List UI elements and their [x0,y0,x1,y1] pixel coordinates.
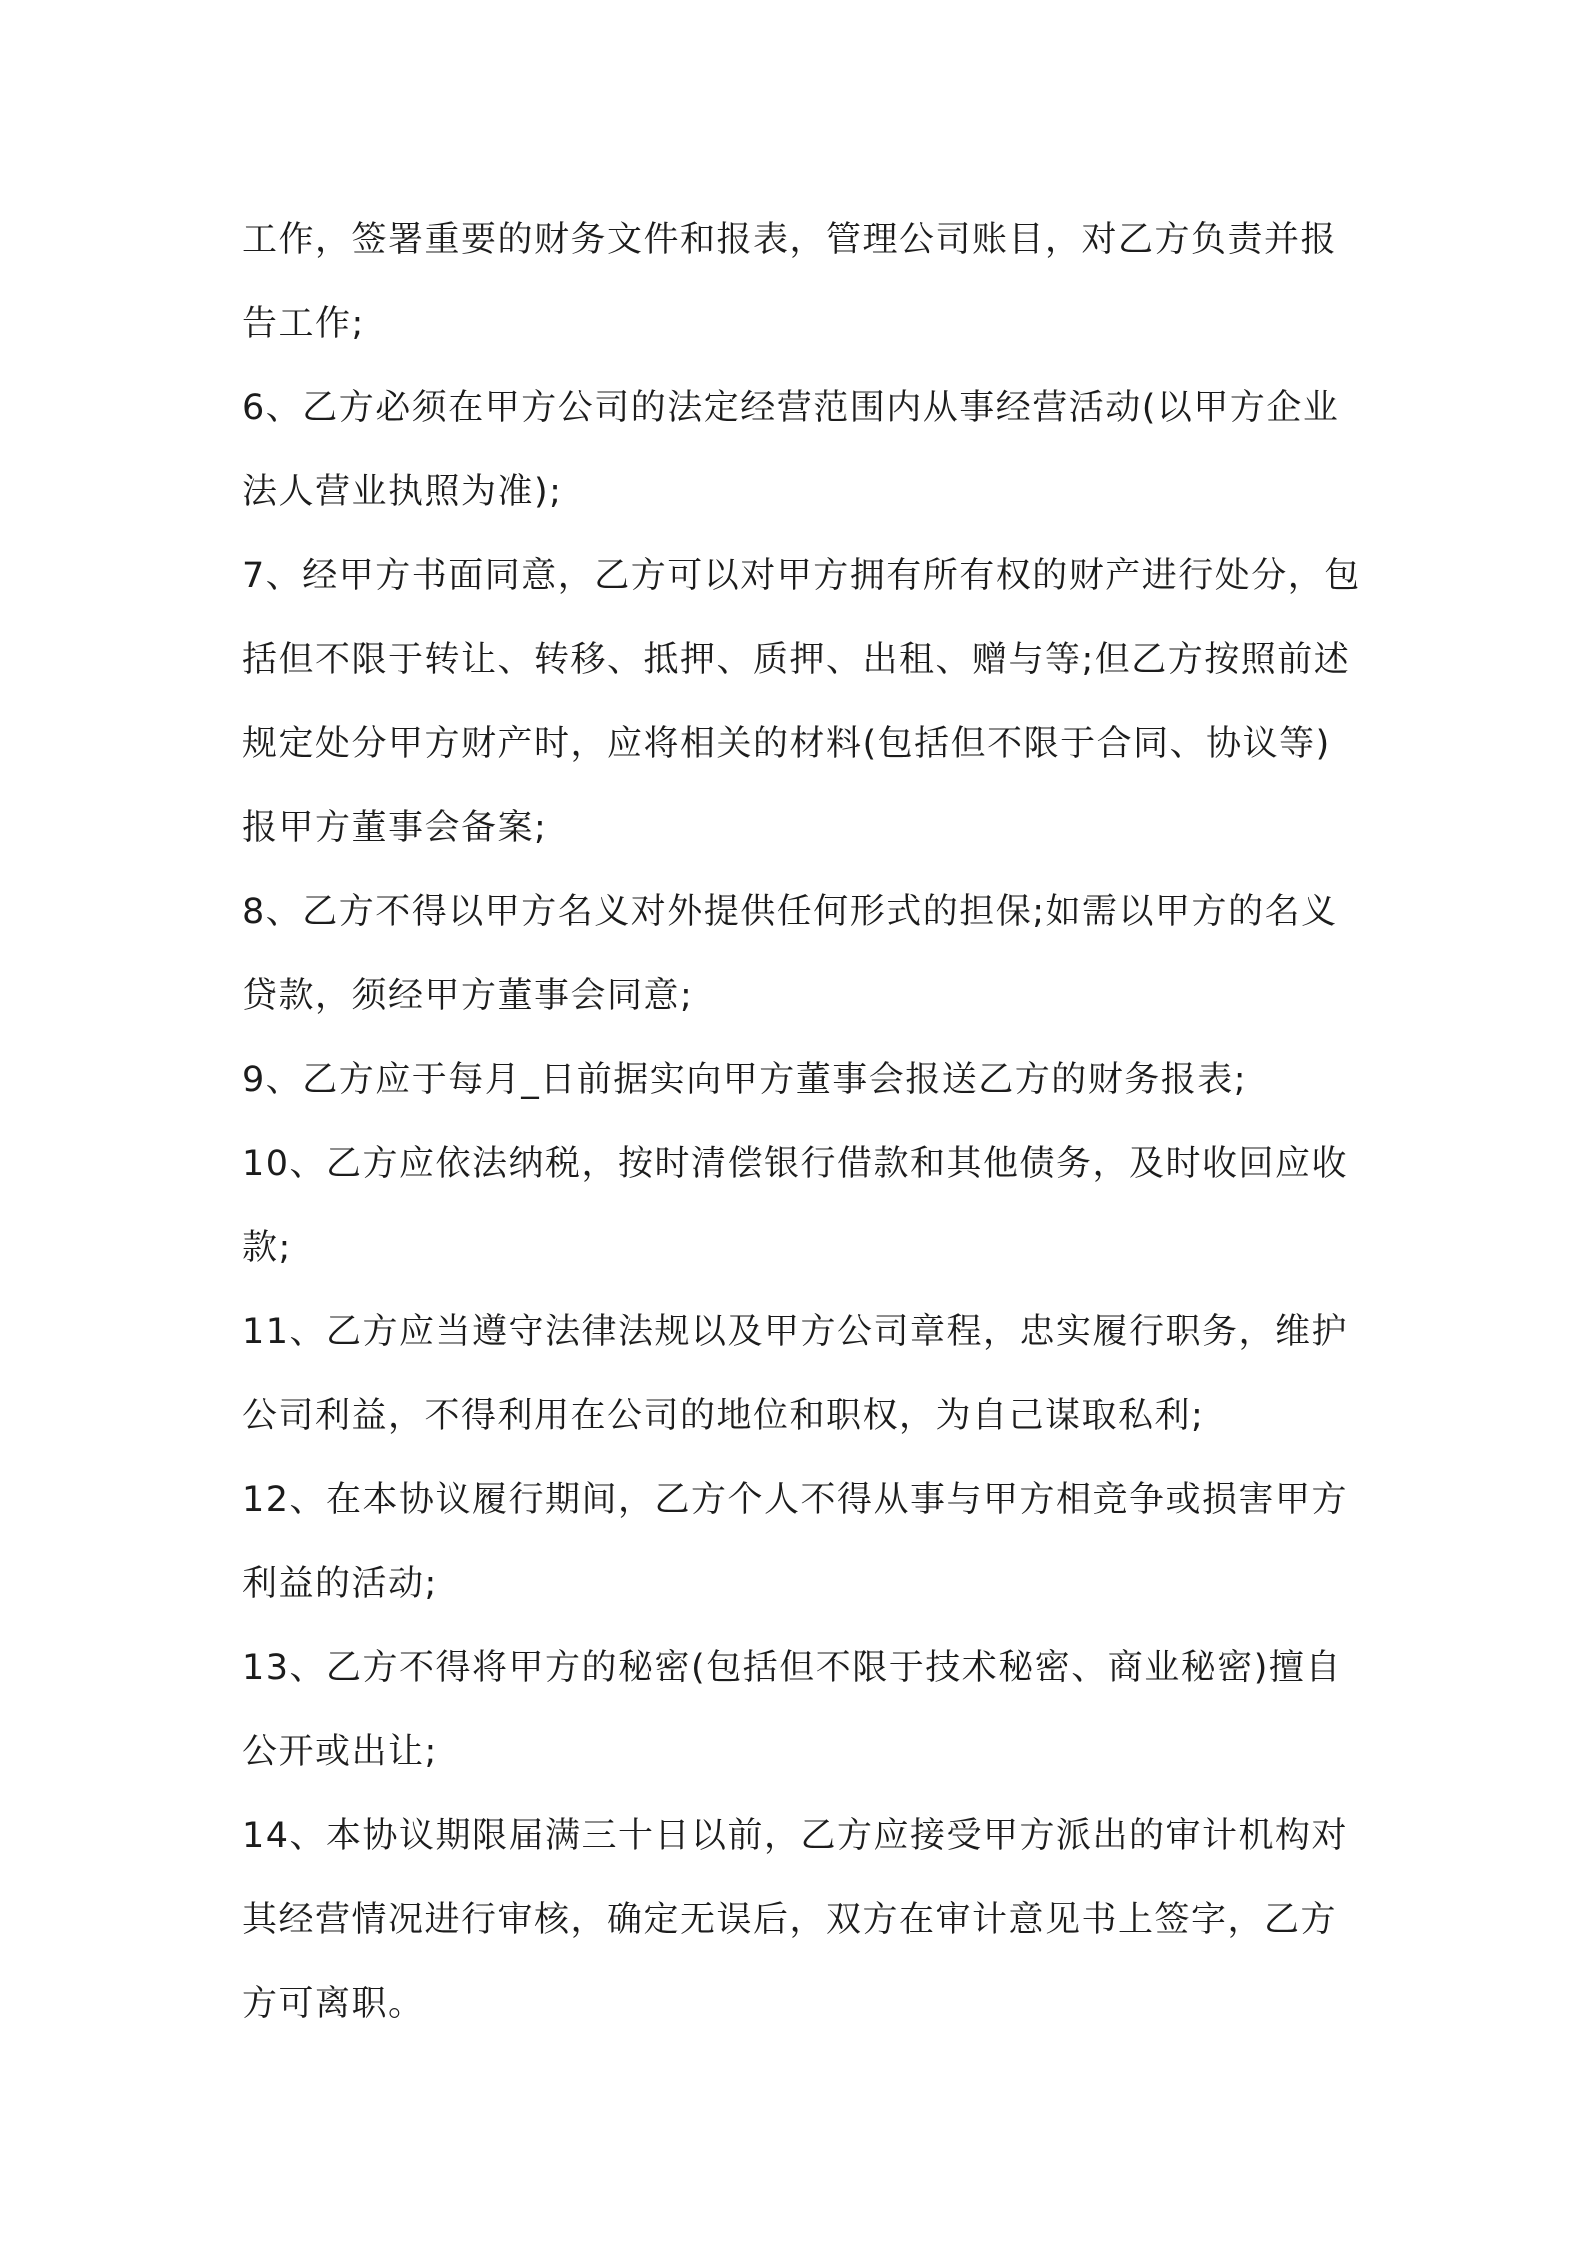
clause-8: 8、乙方不得以甲方名义对外提供任何形式的担保;如需以甲方的名义贷款，须经甲方董事会同意; [242,892,1338,1016]
clause-10: 10、乙方应依法纳税，按时清偿银行借款和其他债务，及时收回应收款; [242,1144,1349,1268]
clause-6: 6、乙方必须在甲方公司的法定经营范围内从事经营活动(以甲方企业法人营业执照为准); [242,388,1340,512]
document-body [242,198,1362,2046]
paragraph-continuation: 工作，签署重要的财务文件和报表，管理公司账目，对乙方负责并报告工作; [242,220,1338,344]
clause-7: 7、经甲方书面同意，乙方可以对甲方拥有所有权的财产进行处分，包括但不限于转让、转移、抵押、质押、出租、赠与等;但乙方按照前述规定处分甲方财产时，应将相关的材料(包括但不限于合同、协议等)报甲方董事会备案; [242,556,1361,848]
clause-13: 13、乙方不得将甲方的秘密(包括但不限于技术秘密、商业秘密)擅自公开或出让; [242,1648,1342,1772]
clause-12: 12、在本协议履行期间，乙方个人不得从事与甲方相竞争或损害甲方利益的活动; [242,1480,1349,1604]
clause-9: 9、乙方应于每月_日前据实向甲方董事会报送乙方的财务报表; [242,1060,1248,1100]
clause-11: 11、乙方应当遵守法律法规以及甲方公司章程，忠实履行职务，维护公司利益，不得利用在公司的地位和职权，为自己谋取私利; [242,1312,1349,1436]
clause-14: 14、本协议期限届满三十日以前，乙方应接受甲方派出的审计机构对其经营情况进行审核，确定无误后，双方在审计意见书上签字，乙方方可离职。 [242,1816,1349,2024]
